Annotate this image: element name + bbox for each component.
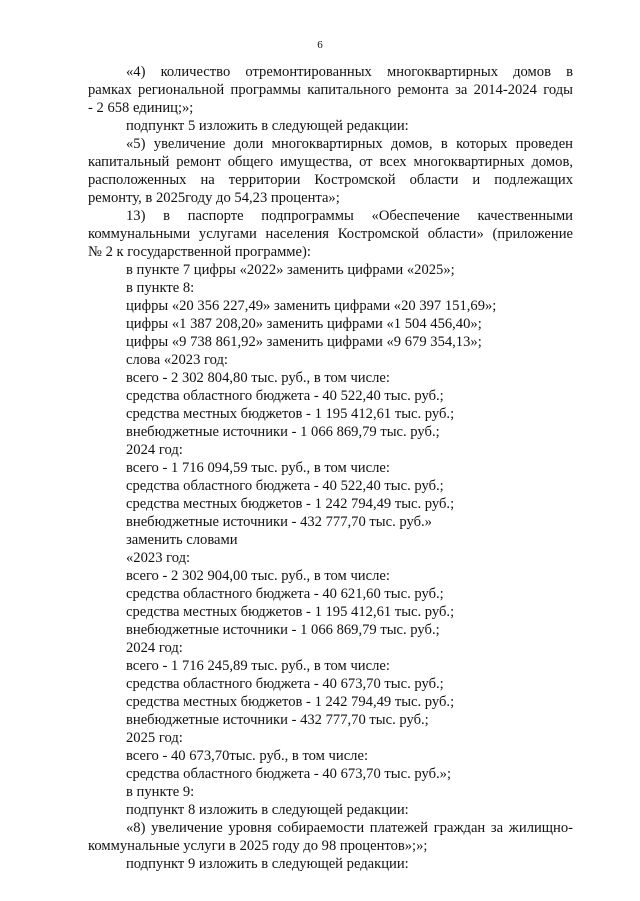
text-line: подпункт 8 изложить в следующей редакции: <box>126 802 409 818</box>
text-line: «2023 год: <box>126 550 191 566</box>
instruction-line: подпункт 9 изложить в следующей редакции: <box>126 856 409 872</box>
instruction-line: подпункт 5 изложить в следующей редакции: <box>126 118 409 134</box>
amendment-lines <box>88 261 573 819</box>
text-line: рамках региональной программы капитального ремонта за 2014-2024 годы <box>88 82 573 98</box>
text-line: цифры «1 387 208,20» заменить цифрами «1 504 456,40»; <box>126 316 482 332</box>
text-line: 2024 год: <box>126 640 183 656</box>
text-line: капитальный ремонт общего имущества, от всех многоквартирных домов, <box>88 154 573 170</box>
text-line: внебюджетные источники - 432 777,70 тыс. руб.; <box>126 712 429 728</box>
page-number: 6 <box>317 39 323 51</box>
text-line: 13) в паспорте подпрограммы «Обеспечение качественными <box>126 208 573 224</box>
text-line: средства местных бюджетов - 1 242 794,49 тыс. руб.; <box>126 694 455 710</box>
text-line: всего - 2 302 804,80 тыс. руб., в том числе: <box>126 370 390 386</box>
text-line: в пункте 7 цифры «2022» заменить цифрами «2025»; <box>126 262 455 278</box>
text-line: 2024 год: <box>126 442 183 458</box>
text-line: № 2 к государственной программе): <box>88 244 311 260</box>
text-line: коммунальные услуги в 2025 году до 98 процентов»;»; <box>88 838 428 854</box>
text-line: внебюджетные источники - 1 066 869,79 тыс. руб.; <box>126 424 440 440</box>
paragraph-item-5 <box>88 135 573 207</box>
text-line: - 2 658 единиц;»; <box>88 100 194 116</box>
text-line: «5) увеличение доли многоквартирных домов, в которых проведен <box>126 136 573 152</box>
text-line: заменить словами <box>126 532 238 548</box>
paragraph-item-4 <box>88 63 573 117</box>
text-line: всего - 1 716 094,59 тыс. руб., в том числе: <box>126 460 390 476</box>
text-line: «4) количество отремонтированных многоквартирных домов в <box>126 64 573 80</box>
text-line: всего - 40 673,70тыс. руб., в том числе: <box>126 748 368 764</box>
text-line: ремонту, в 2025году до 54,23 процента»; <box>88 190 340 206</box>
text-line: всего - 2 302 904,00 тыс. руб., в том числе: <box>126 568 390 584</box>
text-line: расположенных на территории Костромской области и подлежащих <box>88 172 573 188</box>
text-line: средства местных бюджетов - 1 195 412,61 тыс. руб.; <box>126 604 455 620</box>
text-line: средства местных бюджетов - 1 195 412,61 тыс. руб.; <box>126 406 455 422</box>
text-line: внебюджетные источники - 432 777,70 тыс. руб.» <box>126 514 432 530</box>
text-line: всего - 1 716 245,89 тыс. руб., в том числе: <box>126 658 390 674</box>
text-line: внебюджетные источники - 1 066 869,79 тыс. руб.; <box>126 622 440 638</box>
text-line: средства областного бюджета - 40 673,70 тыс. руб.; <box>126 676 444 692</box>
text-line: в пункте 8: <box>126 280 195 296</box>
text-line: «8) увеличение уровня собираемости платежей граждан за жилищно- <box>126 820 573 836</box>
text-line: средства областного бюджета - 40 673,70 тыс. руб.»; <box>126 766 451 782</box>
text-line: коммунальными услугами населения Костромской области» (приложение <box>88 226 573 242</box>
text-line: средства областного бюджета - 40 522,40 тыс. руб.; <box>126 388 444 404</box>
text-line: средства областного бюджета - 40 621,60 тыс. руб.; <box>126 586 444 602</box>
text-line: средства областного бюджета - 40 522,40 тыс. руб.; <box>126 478 444 494</box>
paragraph-item-8 <box>88 819 573 855</box>
text-line: слова «2023 год: <box>126 352 228 368</box>
document-body <box>88 63 573 873</box>
text-line: 2025 год: <box>126 730 183 746</box>
text-line: цифры «20 356 227,49» заменить цифрами «20 397 151,69»; <box>126 298 497 314</box>
paragraph-item-13 <box>88 207 573 261</box>
text-line: средства местных бюджетов - 1 242 794,49 тыс. руб.; <box>126 496 455 512</box>
text-line: в пункте 9: <box>126 784 195 800</box>
text-line: цифры «9 738 861,92» заменить цифрами «9 679 354,13»; <box>126 334 482 350</box>
